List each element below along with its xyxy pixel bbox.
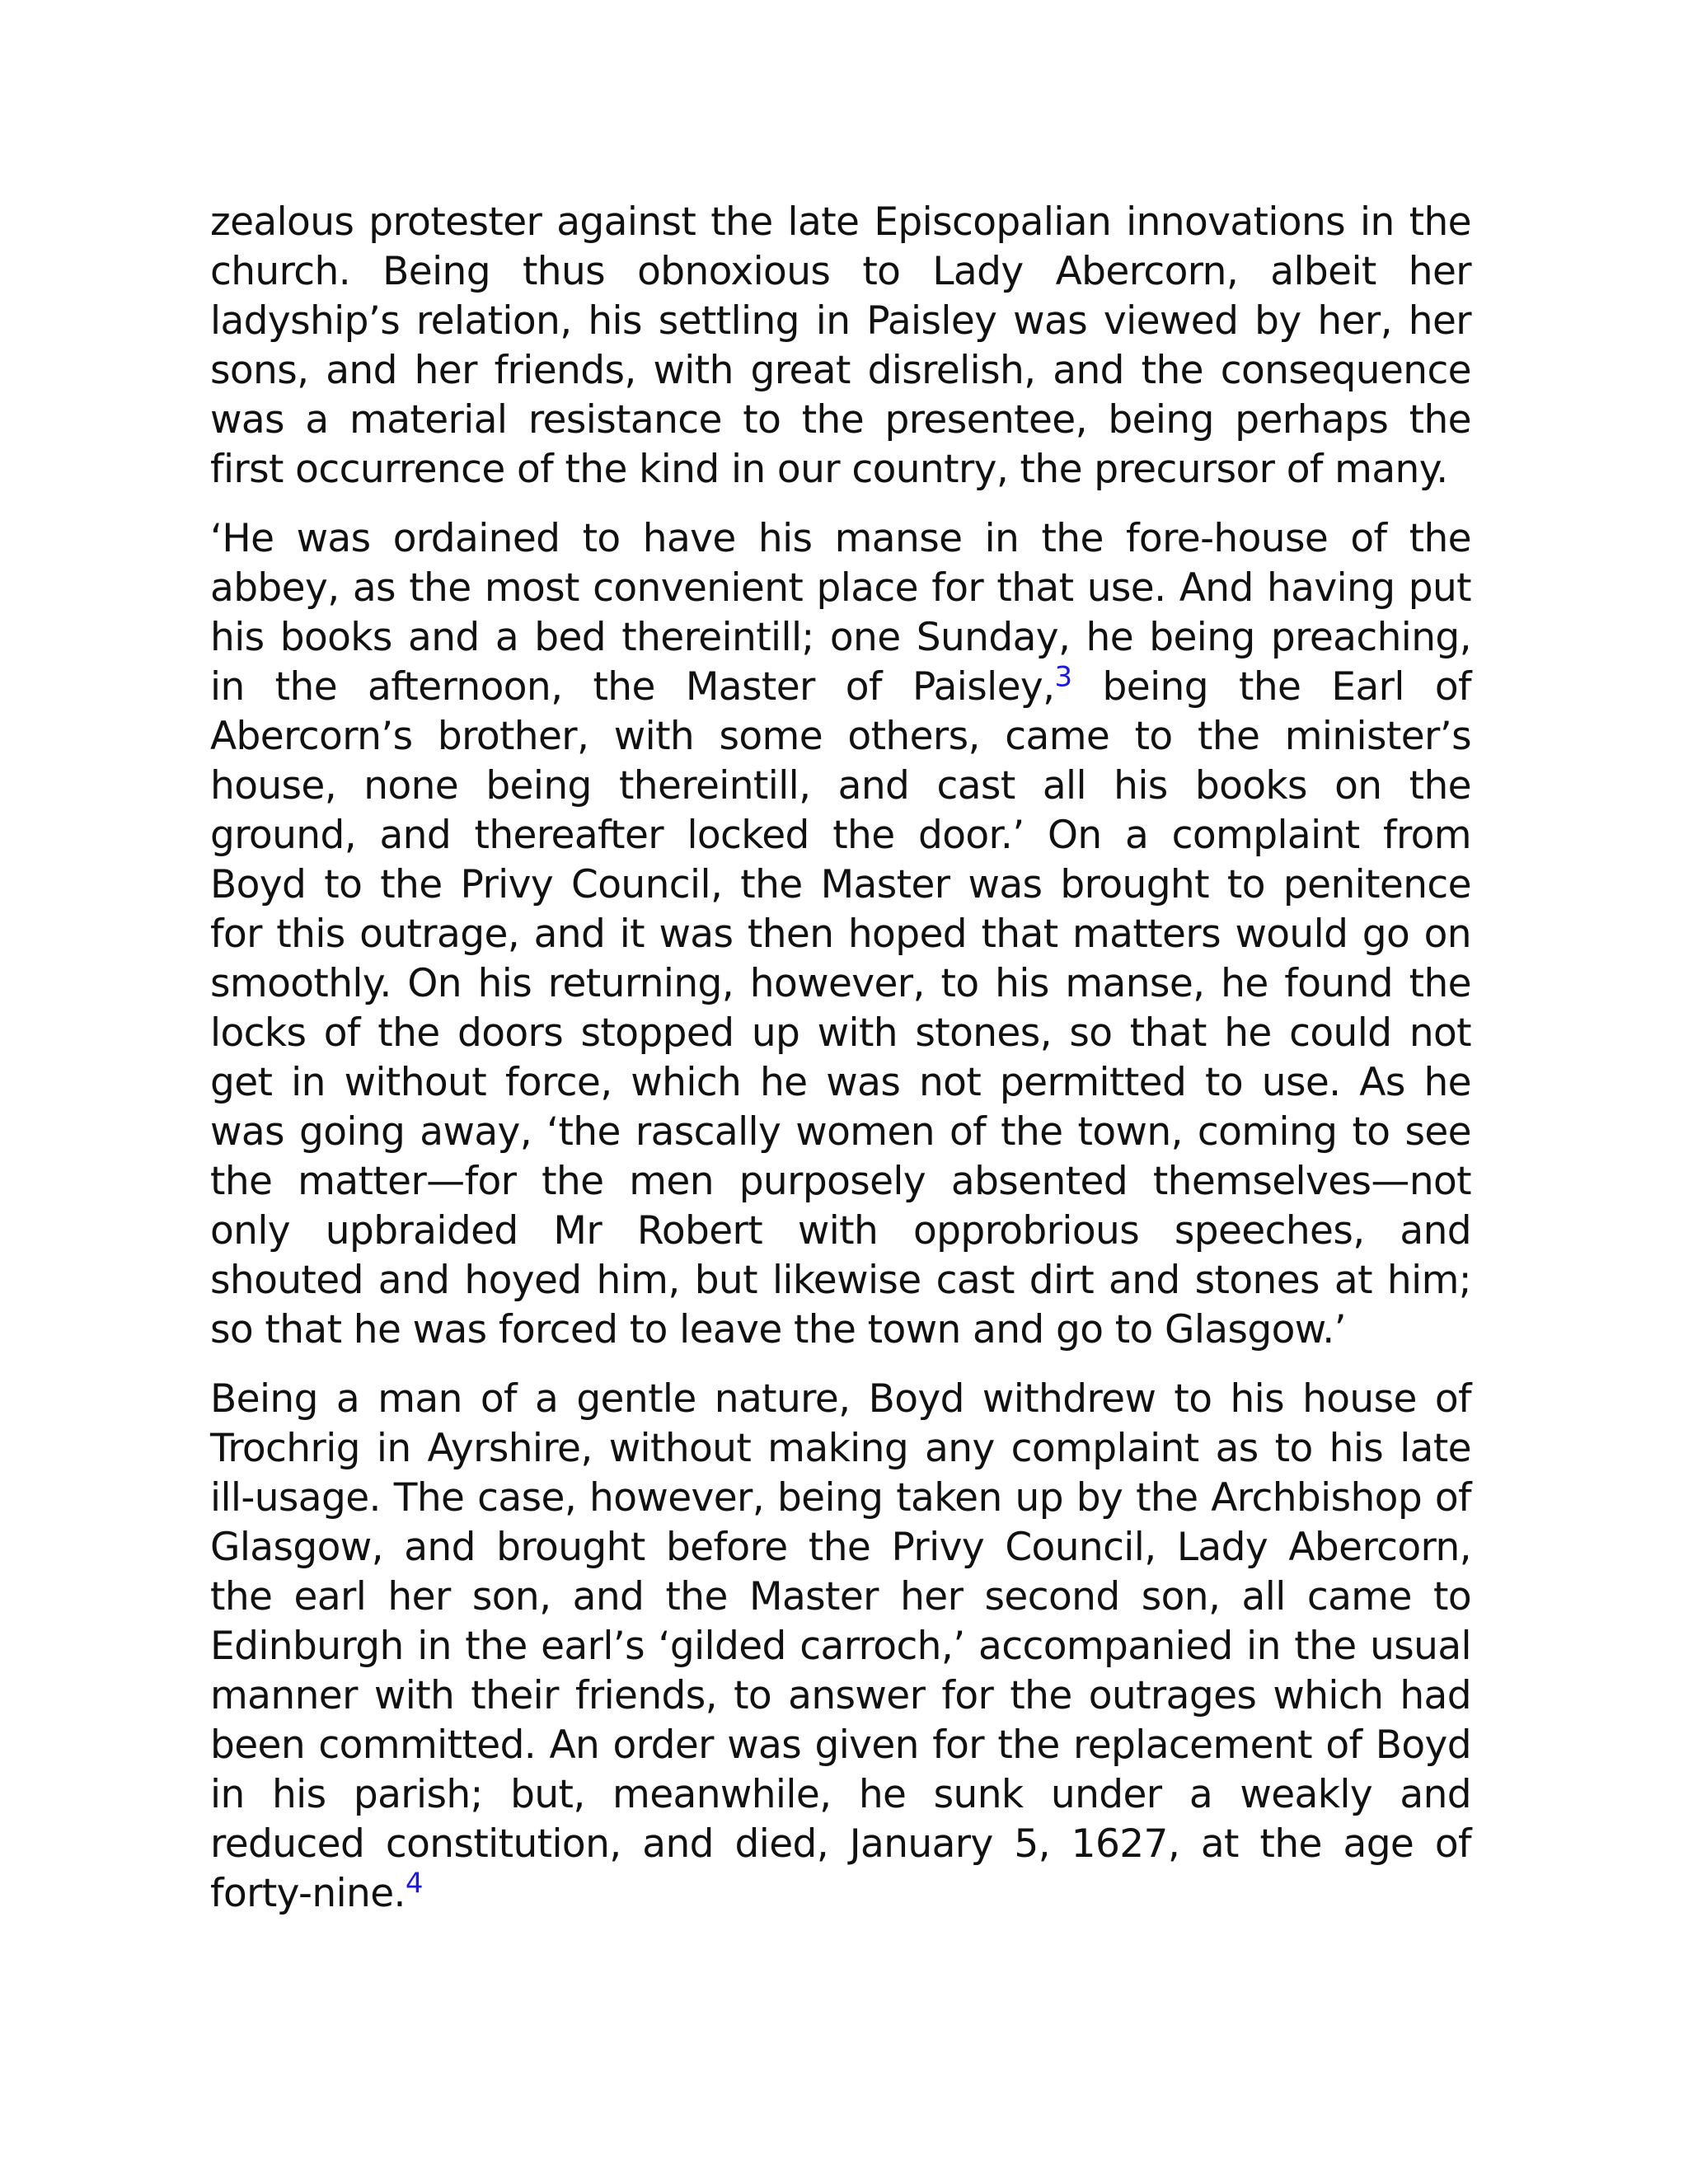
page-body [210, 198, 1471, 1938]
paragraph-2-text-after: being the Earl of Abercorn’s brother, with some others, came to the minister’s house, none being thereintill, and cast all his books on the ground, and thereafter locked the door.’ On a complaint from Boyd to the Privy Council, the Master was brought to penitence for this outrage, and it was then hoped that matters would go on smoothly. On his returning, however, to his manse, he found the locks of the doors stopped up with stones, so that he could not get in without force, which he was not permitted to use. As he was going away, ‘the rascally women of the town, coming to see the matter—for the men purposely absented themselves—not only upbraided Mr Robert with opprobrious speeches, and shouted and hoyed him, but likewise cast dirt and stones at him; so that he was forced to leave the town and go to Glasgow.’ [210, 664, 1471, 1352]
paragraph-3 [210, 1375, 1471, 1919]
paragraph-3-text: Being a man of a gentle nature, Boyd withdrew to his house of Trochrig in Ayrshire, without making any complaint as to his late ill-usage. The case, however, being taken up by the Archbishop of Glasgow, and brought before the Privy Council, Lady Abercorn, the earl her son, and the Master her second son, all came to Edinburgh in the earl’s ‘gilded carroch,’ accompanied in the usual manner with their friends, to answer for the outrages which had been committed. An order was given for the replacement of Boyd in his parish; but, meanwhile, he sunk under a weakly and reduced constitution, and died, January 5, 1627, at the age of forty-nine. [210, 1376, 1471, 1916]
paragraph-1 [210, 198, 1471, 494]
paragraph-2-text-before: ‘He was ordained to have his manse in the fore-house of the abbey, as the most convenient place for that use. And having put his books and a bed thereintill; one Sunday, he being preaching, in the afternoon, the Master of Paisley, [210, 516, 1471, 710]
paragraph-1-text: zealous protester against the late Episcopalian innovations in the church. Being thus obnoxious to Lady Abercorn, albeit her ladyship’s relation, his settling in Paisley was viewed by her, her sons, and her friends, with great disrelish, and the consequence was a material resistance to the presentee, being perhaps the first occurrence of the kind in our country, the precursor of many. [210, 199, 1471, 492]
footnote-link-4[interactable]: 4 [405, 1867, 423, 1900]
footnote-link-3[interactable]: 3 [1054, 660, 1072, 694]
paragraph-2 [210, 514, 1471, 1355]
